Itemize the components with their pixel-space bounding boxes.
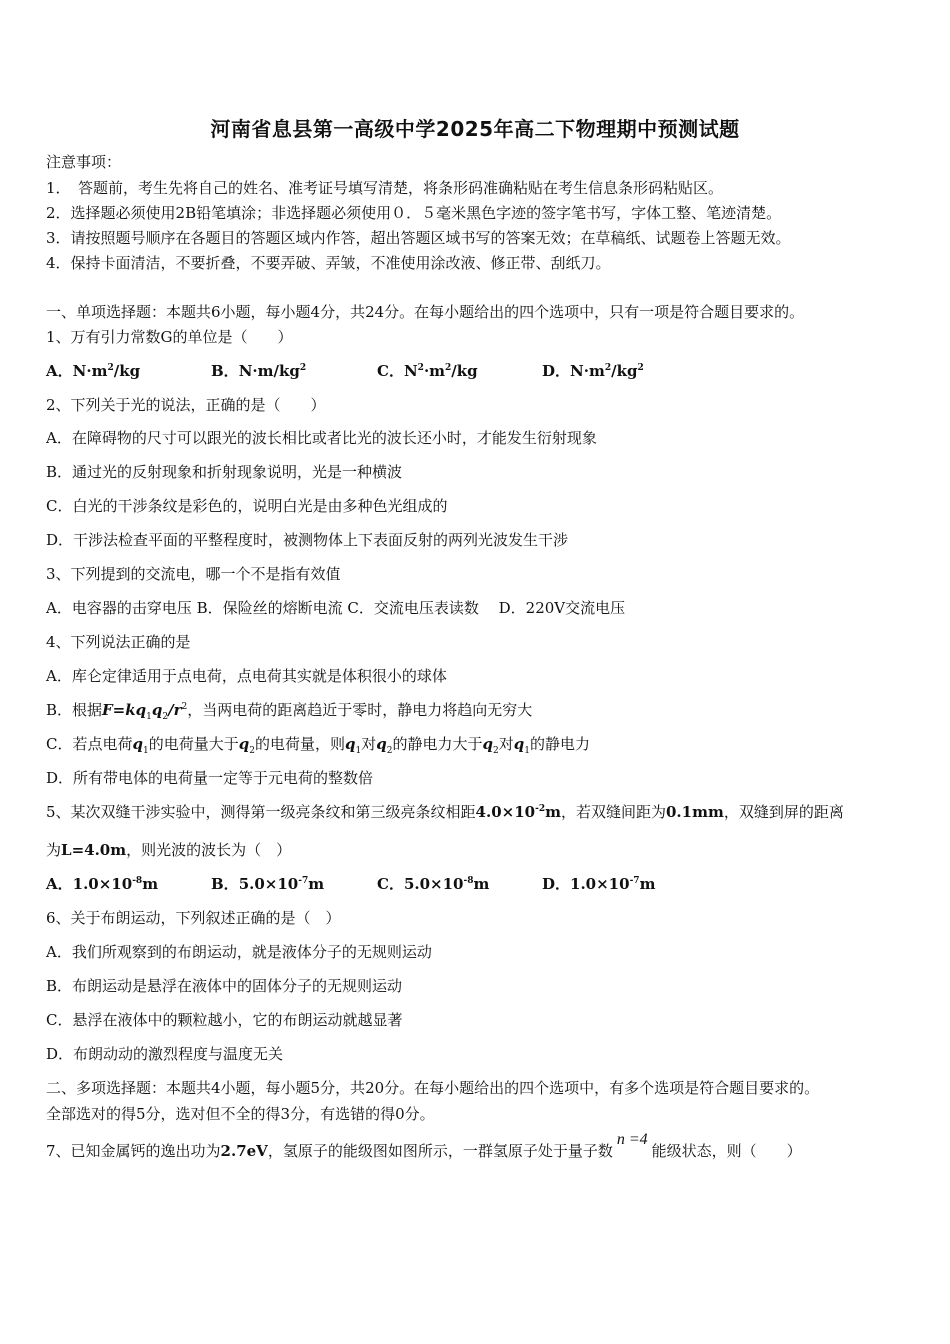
notice-item: 2．选择题必须使用2B铅笔填涂；非选择题必须使用０．５毫米黑色字迹的签字笔书写，字体工整、笔迹清楚。 bbox=[46, 204, 782, 222]
option-c: C．悬浮在液体中的颗粒越小，它的布朗运动就越显著 bbox=[46, 1011, 403, 1029]
option-b: B．通过光的反射现象和折射现象说明，光是一种横波 bbox=[46, 463, 403, 481]
section-heading-continued: 全部选对的得5分，选对但不全的得3分，有选错的得0分。 bbox=[46, 1105, 435, 1123]
question-stem: 5、某次双缝干涉实验中，测得第一级亮条纹和第三级亮条纹相距$4.0\times 10^{-2}m$，若双缝间距为0.1mm，双缝到屏的距离 bbox=[46, 803, 844, 821]
option-b: B．$N\cdot m/kg^2$ bbox=[211, 362, 307, 380]
question-stem-continued: 为L=4.0m，则光波的波长为（ ） bbox=[46, 841, 292, 859]
section-heading: 二、多项选择题：本题共4小题，每小题5分，共20分。在每小题给出的四个选项中，有多个选项是符合题目要求的。 bbox=[46, 1079, 820, 1097]
quantum-number-formula: n =4 bbox=[616, 1131, 648, 1148]
question-stem: 4、下列说法正确的是 bbox=[46, 633, 191, 651]
notice-item: 1． 答题前，考生先将自己的姓名、准考证号填写清楚，将条形码准确粘贴在考生信息条形码粘贴区。 bbox=[46, 179, 724, 197]
option-d: D．布朗动动的激烈程度与温度无关 bbox=[46, 1045, 284, 1063]
option-c: C．$5.0\times 10^{-8}m$ bbox=[377, 875, 490, 893]
options-row: A．电容器的击穿电压 B．保险丝的熔断电流 C．交流电压表读数 D．220V交流电压 bbox=[46, 599, 626, 617]
option-c: C．$N^2\cdot m^2/kg$ bbox=[377, 362, 478, 380]
question-stem: 6、关于布朗运动，下列叙述正确的是（ ） bbox=[46, 909, 341, 927]
question-stem: 1、万有引力常数G的单位是（ ） bbox=[46, 328, 293, 346]
option-c: C．若点电荷$q_1$的电荷量大于$q_2$的电荷量，则$q_1$对$q_2$的静电力大于$q_2$对$q_1$的静电力 bbox=[46, 735, 590, 756]
option-a: A．$1.0\times 10^{-8}m$ bbox=[46, 875, 159, 893]
option-a: A．$N\cdot m^2/kg$ bbox=[46, 362, 141, 380]
option-b: B．$5.0\times 10^{-7}m$ bbox=[211, 875, 325, 893]
section-heading: 一、单项选择题：本题共6小题，每小题4分，共24分。在每小题给出的四个选项中，只有一项是符合题目要求的。 bbox=[46, 303, 805, 321]
page-title: 河南省息县第一高级中学2025年高二下物理期中预测试题 bbox=[210, 117, 740, 141]
option-d: D．$N\cdot m^2/kg^2$ bbox=[542, 362, 644, 380]
option-b: B．布朗运动是悬浮在液体中的固体分子的无规则运动 bbox=[46, 977, 403, 995]
option-d: D．$1.0\times 10^{-7}m$ bbox=[542, 875, 656, 893]
option-a: A．库仑定律适用于点电荷，点电荷其实就是体积很小的球体 bbox=[46, 667, 447, 685]
option-a: A．我们所观察到的布朗运动，就是液体分子的无规则运动 bbox=[46, 943, 432, 961]
question-stem: 7、已知金属钙的逸出功为2.7eV，氢原子的能级图如图所示，一群氢原子处于量子数n =4能级状态，则（ ） bbox=[46, 1131, 802, 1160]
notice-heading: 注意事项： bbox=[46, 153, 122, 171]
question-stem: 3、下列提到的交流电，哪一个不是指有效值 bbox=[46, 565, 341, 583]
option-d: D．所有带电体的电荷量一定等于元电荷的整数倍 bbox=[46, 769, 374, 787]
notice-item: 3．请按照题号顺序在各题目的答题区域内作答，超出答题区域书写的答案无效；在草稿纸、试题卷上答题无效。 bbox=[46, 229, 791, 247]
option-d: D．干涉法检查平面的平整程度时，被测物体上下表面反射的两列光波发生干涉 bbox=[46, 531, 569, 549]
notice-item: 4．保持卡面清洁，不要折叠，不要弄破、弄皱，不准使用涂改液、修正带、刮纸刀。 bbox=[46, 254, 611, 272]
option-b: B．根据$F=kq_1q_2/r^2$，当两电荷的距离趋近于零时，静电力将趋向无穷大 bbox=[46, 701, 533, 722]
option-c: C．白光的干涉条纹是彩色的，说明白光是由多种色光组成的 bbox=[46, 497, 448, 515]
option-a: A．在障碍物的尺寸可以跟光的波长相比或者比光的波长还小时，才能发生衍射现象 bbox=[46, 429, 597, 447]
question-stem: 2、下列关于光的说法，正确的是（ ） bbox=[46, 396, 326, 414]
